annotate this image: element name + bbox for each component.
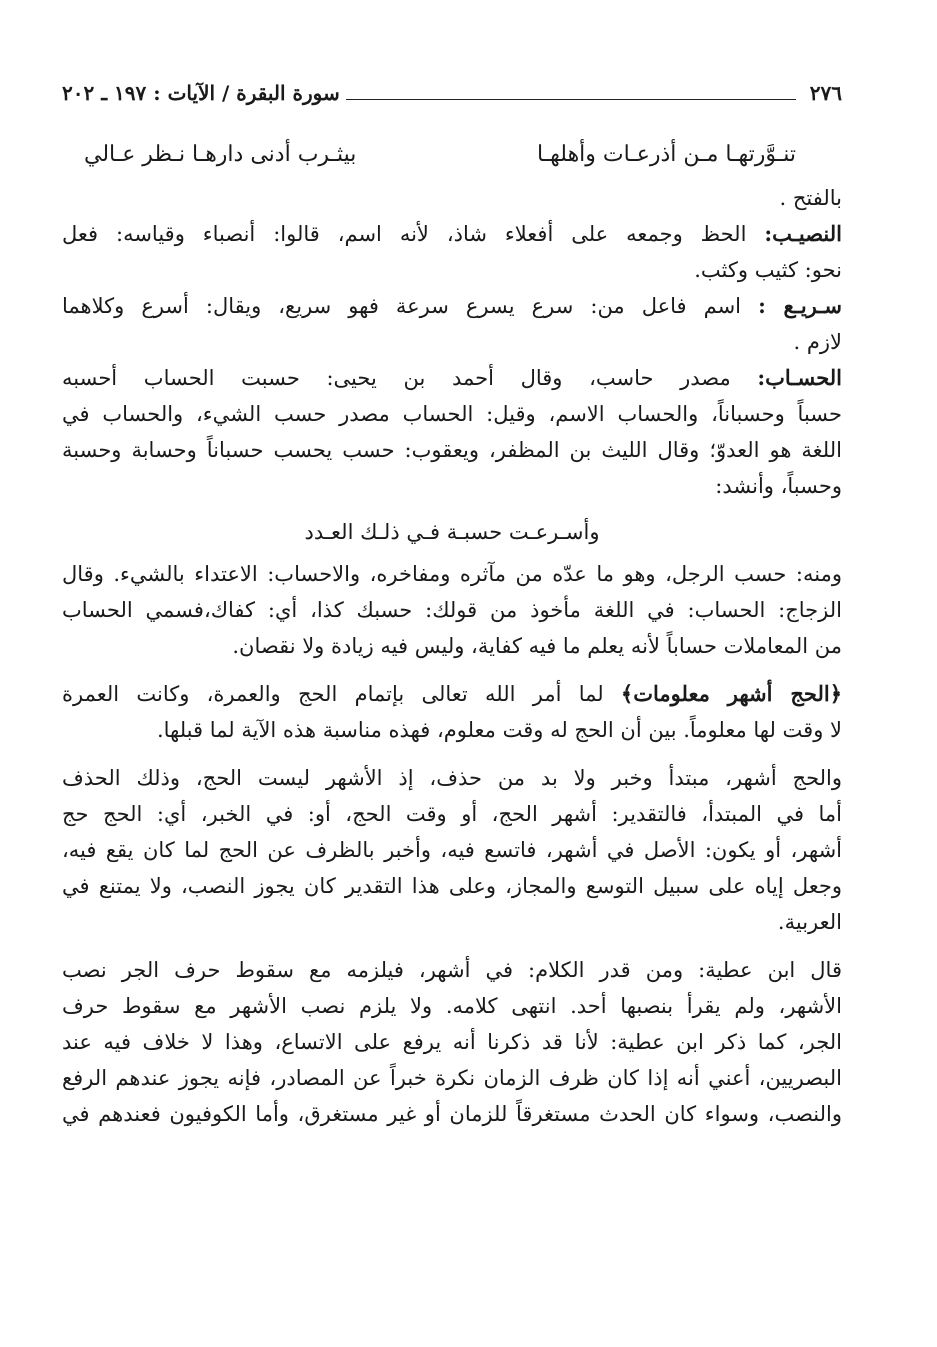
text-line	[62, 360, 842, 396]
poetry-quote: وأسـرعـت حسبـة فـي ذلـك العـدد	[304, 520, 600, 544]
text-line: نحو: كثيب وكثب.	[694, 258, 842, 282]
term-hisab: الحسـاب:	[757, 365, 842, 390]
commentary-text: لما أمر الله تعالى بإتمام الحج والعمرة، وكانت العمرة	[62, 682, 621, 706]
running-title: سورة البقرة / الآيات : ١٩٧ ـ ٢٠٢	[62, 81, 340, 105]
text-line: لا وقت لها معلوماً. بين أن الحج له وقت معلوم، فهذه مناسبة هذه الآية لما قبلها.	[156, 718, 842, 742]
text-line	[62, 676, 842, 712]
term-definition: مصدر حاسب، وقال أحمد بن يحيى: حسبت الحساب أحسبه	[62, 366, 758, 390]
text-line: اللغة هو العدوّ؛ وقال الليث بن المظفر، ويعقوب: حسب يحسب حسباناً وحسابة وحسبة	[62, 438, 842, 462]
text-line: والنصب، وسواء كان الحدث مستغرقاً للزمان أو غير مستغرق، وأما الكوفيون فعندهم في	[62, 1102, 842, 1126]
page-header	[62, 78, 842, 108]
term-nasib: النصيـب:	[764, 221, 842, 246]
text-line: الأشهر، ولم يقرأ بنصبها أحد. انتهى كلامه. ولا يلزم نصب الأشهر مع سقوط حرف	[62, 994, 842, 1018]
text-line: أما في المبتدأ، فالتقدير: أشهر الحج، أو وقت الحج، أو: في الخبر، أي: الحج حج	[62, 802, 842, 826]
term-definition: الحظ وجمعه على أفعلاء شاذ، لأنه اسم، قالوا: أنصباء وقياسه: فعل	[62, 222, 765, 246]
text-line: حسباً وحسباناً، والحساب الاسم، وقيل: الحساب مصدر حسب الشيء، والحساب في	[62, 402, 842, 426]
header-rule	[346, 99, 796, 100]
text-line: وجعل إياه على سبيل التوسع والمجاز، وعلى هذا التقدير كان يجوز النصب، ولا يمتنع في	[62, 874, 842, 898]
quran-quote: ﴿الحج أشهر معلومات﴾	[620, 681, 842, 706]
text-line: بالفتح .	[779, 186, 842, 210]
text-line: الزجاج: الحساب: في اللغة مأخوذ من قولك: حسبك كذا، أي: كفاك،فسمي الحساب	[62, 598, 842, 622]
term-sari: سـريـع :	[758, 293, 842, 318]
text-line: البصريين، أعني أنه إذا كان ظرف الزمان نكرة خبراً عن المصادر، فإنه يجوز عندهم الرفع	[62, 1066, 842, 1090]
text-line: والحج أشهر، مبتدأ وخبر ولا بد من حذف، إذ الأشهر ليست الحج، وذلك الحذف	[62, 766, 842, 790]
text-line: من المعاملات حساباً لأنه يعلم ما فيه كفاية، وليس فيه زيادة ولا نقصان.	[232, 634, 842, 658]
text-line: لازم .	[793, 330, 842, 354]
text-line: وحسباً، وأنشد:	[715, 474, 842, 498]
text-line	[62, 216, 842, 252]
verse-hemistich-1: تنـوَّرتهـا مـن أذرعـات وأهلهـا	[537, 141, 796, 167]
text-line: ومنه: حسب الرجل، وهو ما عدّه من مآثره ومفاخره، والاحساب: الاعتداء بالشيء. وقال	[62, 562, 842, 586]
text-line: قال ابن عطية: ومن قدر الكلام: في أشهر، فيلزمه مع سقوط حرف الجر نصب	[62, 958, 842, 982]
text-line: العربية.	[777, 910, 842, 934]
verse-hemistich-2: بيثـرب أدنى دارهـا نـظر عـالي	[84, 141, 357, 167]
term-definition: اسم فاعل من: سرع يسرع سرعة فهو سريع، ويقال: أسرع وكلاهما	[62, 294, 759, 318]
book-page	[62, 78, 842, 1132]
text-line: أشهر، أو يكون: الأصل في أشهر، فاتسع فيه، وأخبر بالظرف عن الحج لما كان يقع فيه،	[62, 838, 842, 862]
poetry-verse	[62, 134, 842, 174]
text-line	[62, 288, 842, 324]
page-number: ٢٧٦	[809, 81, 842, 105]
text-line: الجر، كما ذكر ابن عطية: لأنا قد ذكرنا أنه يرفع على الاتساع، وهذا لا خلاف فيه عند	[62, 1030, 842, 1054]
